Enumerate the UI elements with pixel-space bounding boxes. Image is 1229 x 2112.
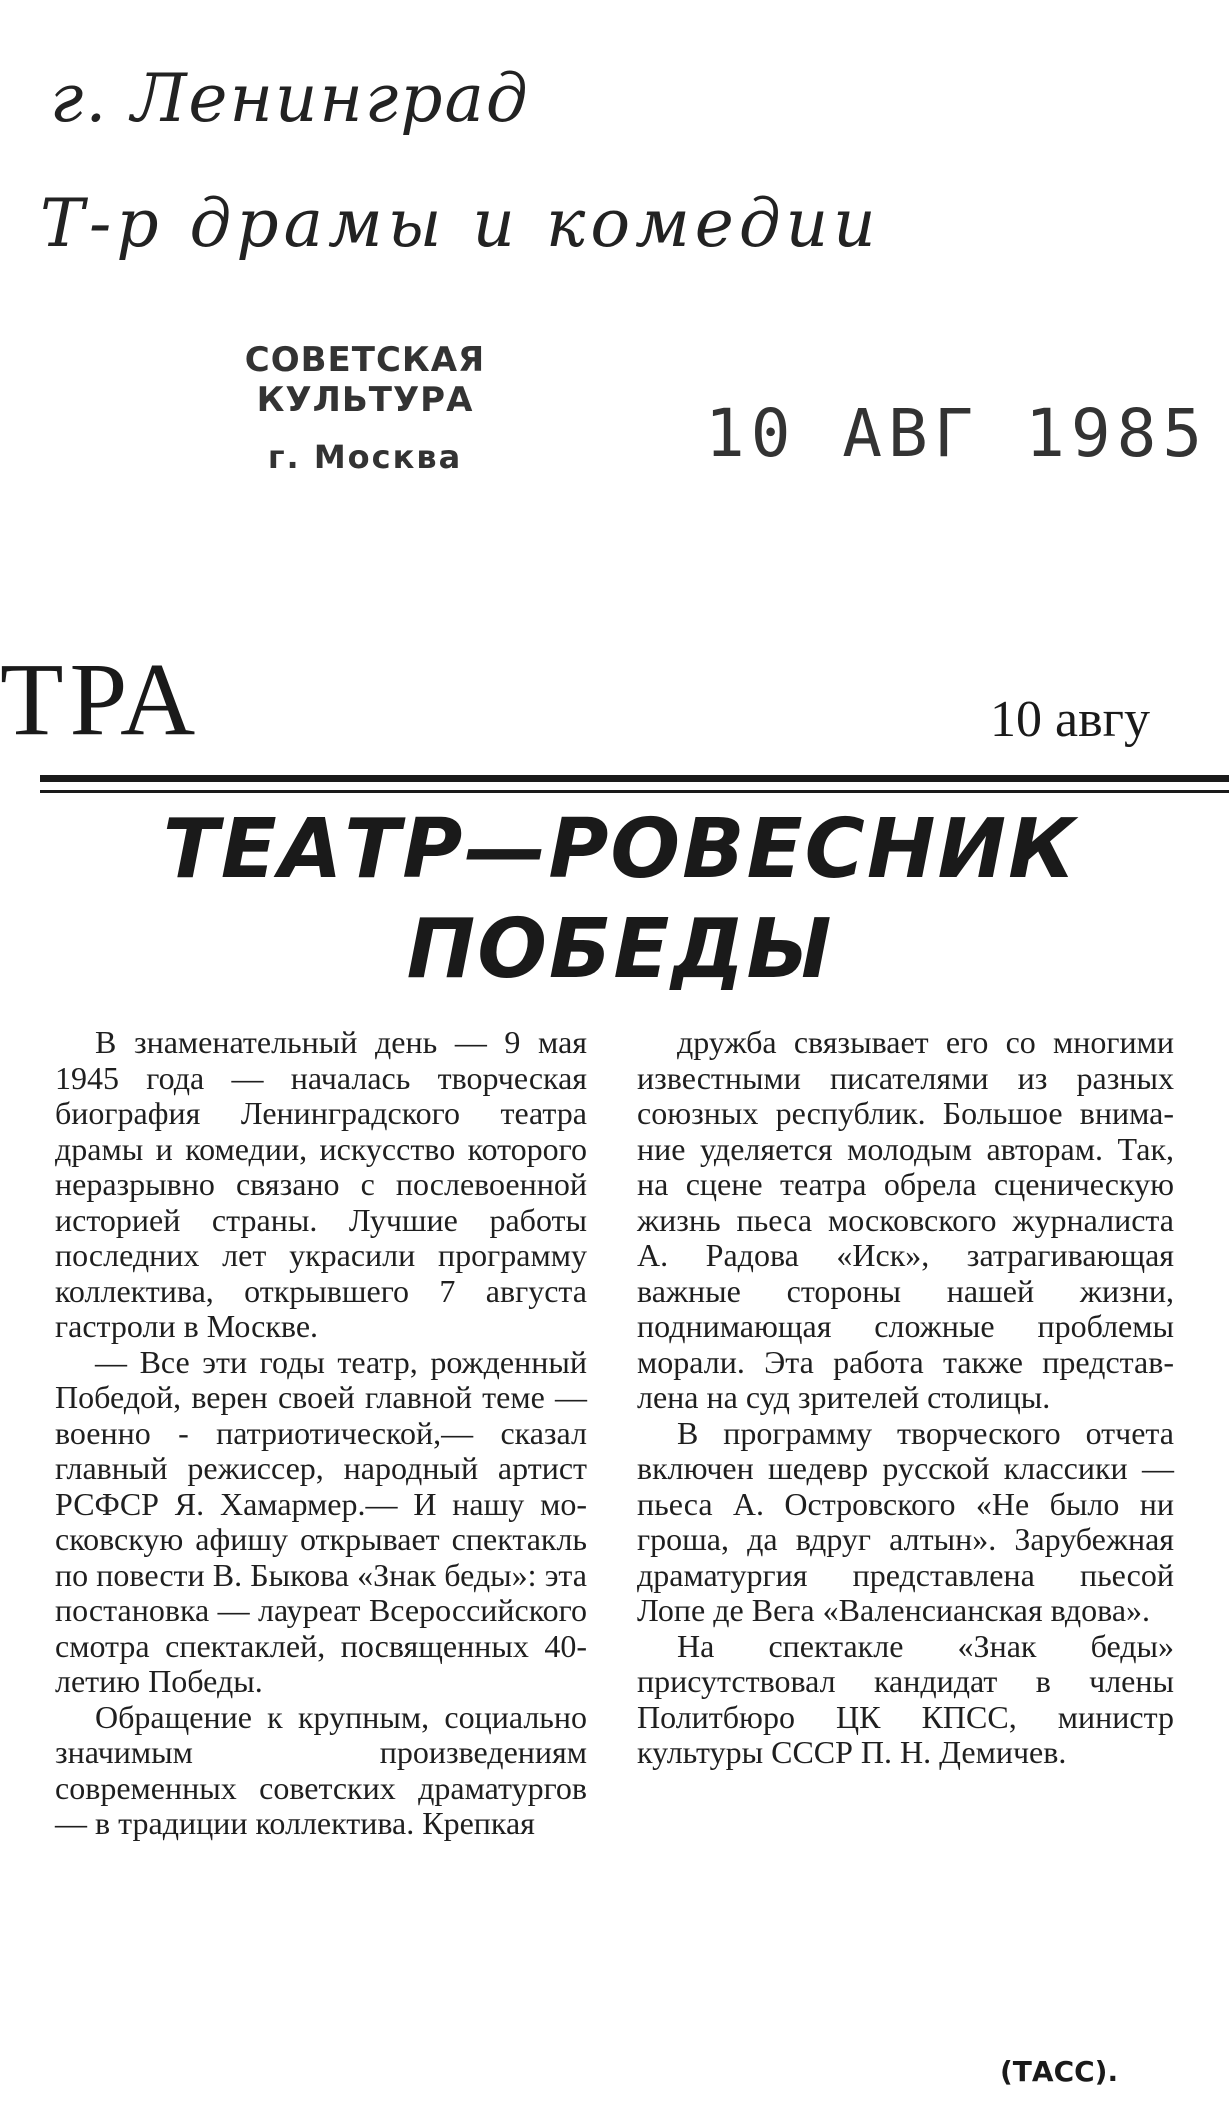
paragraph: Обращение к крупным, социально значимым произведениям современных советских драматургов — в традиции коллектива. Крепкая	[55, 1698, 587, 1841]
stamp-city: г. Москва	[267, 438, 463, 476]
paragraph: — Все эти годы театр, рожденный Победой, верен своей главной теме — военно - патриотической,— сказал главный режиссер, народный артист РСФСР Я. Хамармер.— И нашу московскую афишу открывает спектакль по повести В. Быкова «Знак беды»: эта постановка — лауреат Всероссийского смотра спектаклей, посвященных 40-летию Победы.	[55, 1343, 587, 1699]
issue-date: 10 авгу	[990, 691, 1150, 748]
masthead-rule-thin	[40, 790, 1229, 793]
paragraph: На спектакле «Знак беды» присутствовал кандидат в члены Политбюро ЦК КПСС, министр культуры СССР П. Н. Демичев.	[637, 1627, 1174, 1770]
article-column-right	[637, 1025, 1174, 1771]
handwritten-city: г. Ленинград	[50, 60, 530, 137]
paragraph: В программу творческого отчета включен шедевр русской классики — пьеса А. Островского «Не было ни гроша, да вдруг алтын». Зарубежная драматургия представлена пьесой Лопе де Вега «Валенсианская вдова».	[637, 1414, 1174, 1628]
masthead-fragment: ТРА	[0, 642, 202, 757]
paragraph: дружба связывает его со многими известными писателями из разных союзных республик. Большое внимание уделяется молодым авторам. Так, на сцене театра обрела сценическую жизнь пьеса московского журналиста А. Радова «Иск», затрагивающая важные стороны нашей жизни, поднимающая сложные проблемы морали. Эта работа также представлена на суд зрителей столицы.	[637, 1024, 1174, 1415]
handwritten-theatre: Т-р драмы и комедии	[40, 185, 881, 262]
stamp-newspaper-name: СОВЕТСКАЯ КУЛЬТУРА	[244, 340, 486, 420]
masthead-rule	[40, 775, 1229, 782]
article-headline	[40, 800, 1200, 1000]
paragraph: В знаменательный день — 9 мая 1945 года — началась творческая биография Ленинградского театра драмы и комедии, искусство которого неразрывно связано с послевоенной историей страны. Лучшие работы последних лет украсили программу коллектива, открывшего 7 августа гастроли в Москве.	[55, 1024, 587, 1344]
date-stamp: 10 АВГ 1985	[705, 395, 1209, 472]
newspaper-stamp	[130, 340, 600, 476]
news-agency-credit: (ТАСС).	[1000, 2055, 1119, 2088]
article-column-left	[55, 1025, 587, 1842]
headline-line-1: ТЕАТР—РОВЕСНИК	[162, 802, 1078, 897]
headline-line-2: ПОБЕДЫ	[406, 902, 834, 997]
